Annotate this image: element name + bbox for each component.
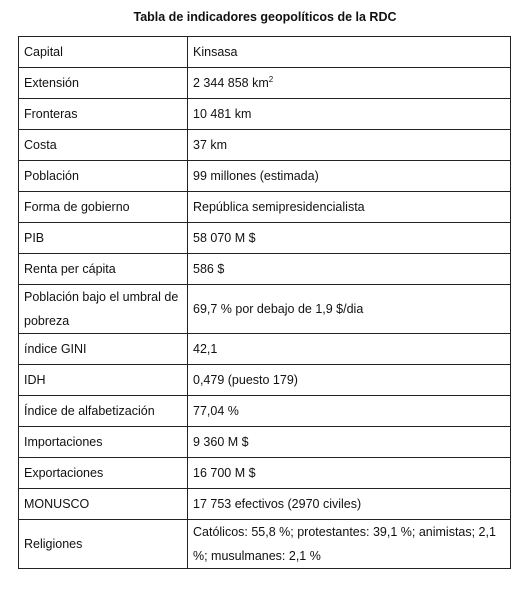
row-value: 10 481 km: [188, 99, 511, 130]
table-row: [19, 365, 511, 396]
row-label: Renta per cápita: [19, 254, 188, 285]
superscript: 2: [268, 74, 274, 84]
indicators-table: [18, 36, 511, 569]
row-value: 77,04 %: [188, 396, 511, 427]
row-value: 9 360 M $: [188, 427, 511, 458]
table-row: [19, 37, 511, 68]
row-label: Población bajo el umbral de pobreza: [19, 285, 188, 334]
row-label: PIB: [19, 223, 188, 254]
table-row: [19, 427, 511, 458]
row-value: 58 070 M $: [188, 223, 511, 254]
table-row: [19, 99, 511, 130]
table-row: [19, 458, 511, 489]
table-row: [19, 223, 511, 254]
row-label: Población: [19, 161, 188, 192]
row-value: 0,479 (puesto 179): [188, 365, 511, 396]
table-row: [19, 68, 511, 99]
row-label: Importaciones: [19, 427, 188, 458]
row-label: Religiones: [19, 520, 188, 569]
row-label: Costa: [19, 130, 188, 161]
row-value: 99 millones (estimada): [188, 161, 511, 192]
row-label: Capital: [19, 37, 188, 68]
row-value: 17 753 efectivos (2970 civiles): [188, 489, 511, 520]
table-title: Tabla de indicadores geopolíticos de la RDC: [133, 10, 397, 24]
table-row: [19, 520, 511, 569]
row-value: 16 700 M $: [188, 458, 511, 489]
row-value: República semipresidencialista: [188, 192, 511, 223]
row-value: Kinsasa: [188, 37, 511, 68]
row-label: Exportaciones: [19, 458, 188, 489]
row-value: Católicos: 55,8 %; protestantes: 39,1 %; animistas; 2,1 %; musulmanes: 2,1 %: [188, 520, 511, 569]
row-label: IDH: [19, 365, 188, 396]
row-value: [188, 68, 511, 99]
row-label: MONUSCO: [19, 489, 188, 520]
row-value: 42,1: [188, 334, 511, 365]
row-value: 69,7 % por debajo de 1,9 $/dia: [188, 285, 511, 334]
table-row: [19, 192, 511, 223]
table-row: [19, 396, 511, 427]
table-row: [19, 130, 511, 161]
row-value-text: 2 344 858 km: [193, 76, 269, 90]
table-row: [19, 161, 511, 192]
row-label: Forma de gobierno: [19, 192, 188, 223]
table-row: [19, 489, 511, 520]
row-value: 37 km: [188, 130, 511, 161]
row-label: Fronteras: [19, 99, 188, 130]
row-label: Extensión: [19, 68, 188, 99]
table-row: [19, 334, 511, 365]
row-label: índice GINI: [19, 334, 188, 365]
table-row: [19, 254, 511, 285]
row-value: 586 $: [188, 254, 511, 285]
row-label: Índice de alfabetización: [19, 396, 188, 427]
table-row: [19, 285, 511, 334]
